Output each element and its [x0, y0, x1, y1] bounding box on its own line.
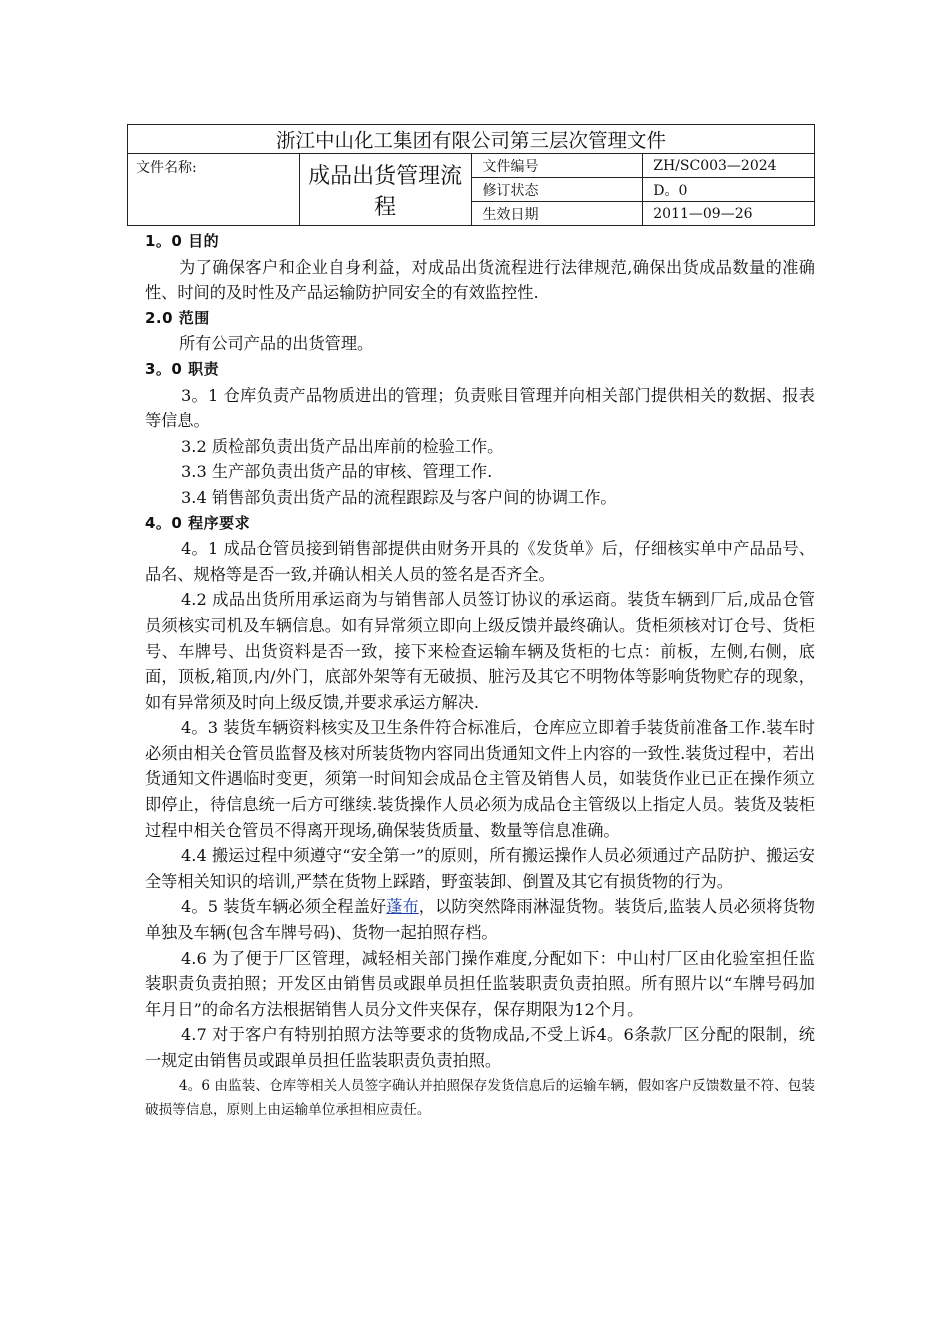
paragraph-4-5-end: ，以防突然降雨淋湿货物。装货后,监装人员必须将货物单独及车辆(包含车牌号码)、货物一起拍照存档。 — [145, 897, 815, 943]
paragraph-4-2: 4.2 成品出货所用承运商为与销售部人员签订协议的承运商。装货车辆到厂后,成品仓管员须核实司机及车辆信息。如有异常须立即向上级反馈并最终确认。货柜须核对订仓号、货柜号、车牌号、出货资料是否一致，接下来检查运输车辆及货柜的七点：前板，左侧,右侧，底面，顶板,箱顶,内/外门，底部外架等有无破损、脏污及其它不明物体等影响货物贮存的现象，如有异常须及时向上级反馈,并要求承运方解决. — [145, 590, 815, 712]
section-heading-responsibilities: 3。0 职责 — [145, 359, 220, 378]
section-heading-scope: 2.0 范围 — [145, 308, 210, 327]
file-name-label: 文件名称: — [128, 154, 300, 226]
paragraph-3-3: 3.3 生产部负责出货产品的审核、管理工作. — [181, 462, 493, 482]
paragraph-scope: 所有公司产品的出货管理。 — [179, 334, 374, 354]
revision-label: 修订状态 — [471, 178, 643, 202]
paragraph-4-4: 4.4 搬运过程中须遵守“安全第一”的原则，所有搬运操作人员必须通过产品防护、搬运安全等相关知识的培训,严禁在货物上踩踏，野蛮装卸、倒置及其它有损货物的行为。 — [145, 846, 815, 891]
paragraph-4-6: 4.6 为了便于厂区管理，减轻相关部门操作难度,分配如下：中山村厂区由化验室担任监装职责负责拍照；开发区由销售员或跟单员担任监装职责负责拍照。所有照片以“车牌号码加年月日”的命名方法根据销售人员分文件夹保存，保存期限为12个月。 — [145, 948, 815, 1019]
document-body — [145, 229, 815, 1122]
effective-date-label: 生效日期 — [471, 202, 643, 226]
paragraph-3-1: 3。1 仓库负责产品物质进出的管理；负责账目管理并向相关部门提供相关的数据、报表等信息。 — [145, 385, 815, 431]
section-heading-purpose: 1。0 目的 — [145, 232, 220, 250]
doc-number-value: ZH/SC003—2024 — [643, 154, 815, 178]
doc-number-label: 文件编号 — [471, 154, 643, 178]
paragraph-purpose: 为了确保客户和企业自身利益，对成品出货流程进行法律规范,确保出货成品数量的准确性、时间的及时性及产品运输防护同安全的有效监控性. — [145, 257, 815, 303]
paragraph-4-5 — [145, 894, 815, 945]
document-title: 成品出货管理流程 — [299, 154, 471, 226]
paragraph-4-7: 4.7 对于客户有特别拍照方法等要求的货物成品,不受上诉4。6条款厂区分配的限制，统一规定由销售员或跟单员担任监装职责负责拍照。 — [145, 1025, 815, 1070]
header-table — [127, 124, 815, 226]
revision-value: D。0 — [643, 178, 815, 202]
paragraph-4-5-start: 4。5 装货车辆必须全程盖好 — [181, 897, 387, 917]
paragraph-3-4: 3.4 销售部负责出货产品的流程跟踪及与客户间的协调工作。 — [181, 487, 617, 507]
effective-date-value: 2011—09—26 — [643, 202, 815, 226]
paragraph-4-1: 4。1 成品仓管员接到销售部提供由财务开具的《发货单》后，仔细核实单中产品品号、品名、规格等是否一致,并确认相关人员的签名是否齐全。 — [145, 539, 815, 584]
section-heading-procedure: 4。0 程序要求 — [145, 513, 251, 532]
paragraph-3-2: 3.2 质检部负责出货产品出库前的检验工作。 — [181, 436, 504, 456]
paragraph-4-3: 4。3 装货车辆资料核实及卫生条件符合标准后，仓库应立即着手装货前准备工作.装车时必须由相关仓管员监督及核对所装货物内容同出货通知文件上内容的一致性.装货过程中，若出货通知文件遇临时变更，须第一时间知会成品仓主管及销售人员，如装货作业已正在操作须立即停止，待信息统一后方可继续.装货操作人员必须为成品仓主管级以上指定人员。装货及装柜过程中相关仓管员不得离开现场,确保装货质量、数量等信息准确。 — [145, 718, 815, 840]
paragraph-4-6-repeat: 4。6 由监装、仓库等相关人员签字确认并拍照保存发货信息后的运输车辆，假如客户反馈数量不符、包装破损等信息，原则上由运输单位承担相应责任。 — [145, 1077, 815, 1118]
company-title: 浙江中山化工集团有限公司第三层次管理文件 — [128, 125, 815, 154]
tarp-link[interactable]: 蓬布 — [386, 897, 419, 917]
